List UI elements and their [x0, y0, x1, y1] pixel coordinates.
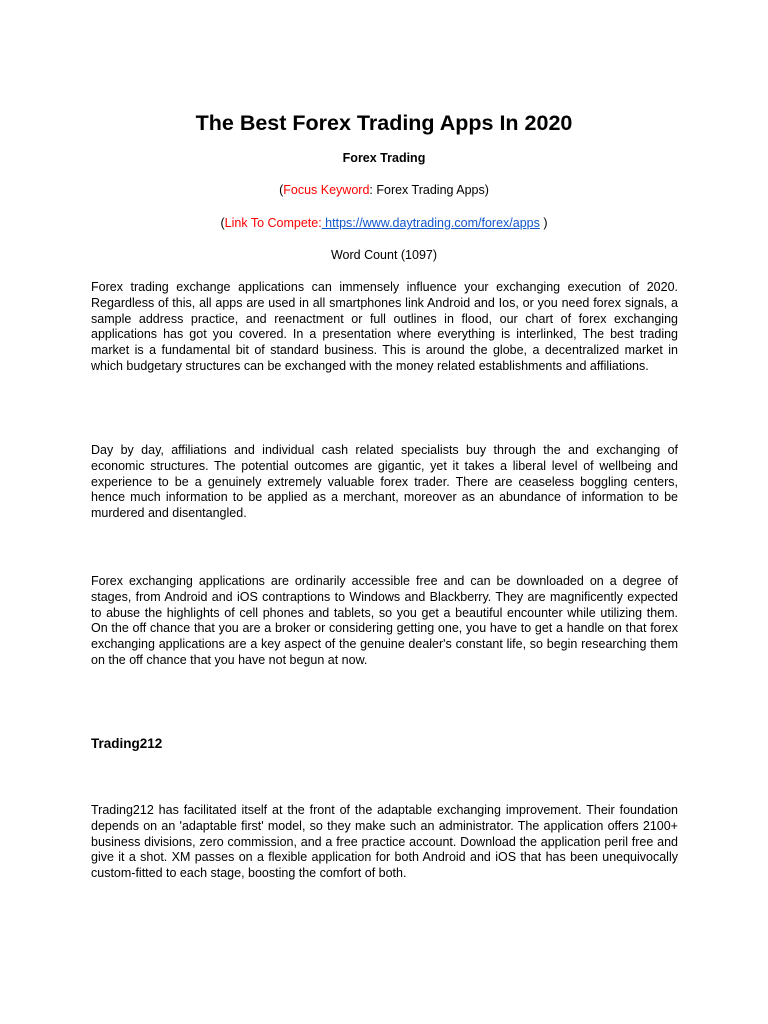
document-subtitle: Forex Trading: [342, 151, 426, 165]
paragraph-1: Forex trading exchange applications can immensely influence your exchanging execution of 2020. Regardless of this, all apps are used in all smartphones link Android and Ios, or you need forex signals, a sample address practice, and reenactment or full outlines in flood, our chart of forex exchanging applications has got you covered. In a presentation where everything is interlinked, The best trading market is a fundamental bit of standard business. This is around the globe, a decentralized market in which budgetary structures can be exchanged with the money related establishments and affiliations.: [91, 280, 678, 373]
focus-keyword-open: (: [279, 183, 284, 197]
link-to-compete-label: Link To Compete:: [224, 216, 322, 230]
paragraph-trading212: Trading212 has facilitated itself at the front of the adaptable exchanging improvement. Their foundation depends on an 'adaptable first' model, so they make such an administrator. The application offers 2100+ business divisions, zero commission, and a free practice account. Download the application peril free and give it a shot. XM passes on a flexible application for both Android and iOS that has been unequivocally custom-fitted to each stage, boosting the comfort of both.: [91, 803, 678, 880]
compete-url-link[interactable]: https://www.daytrading.com/forex/apps: [321, 216, 540, 230]
word-count: Word Count (1097): [330, 248, 438, 262]
focus-keyword-label: Focus Keyword: [283, 183, 370, 197]
paragraph-2: Day by day, affiliations and individual cash related specialists buy through the and exchanging of economic structures. The potential outcomes are gigantic, yet it takes a liberal level of wellbeing and experience to be a genuinely extremely valuable forex trader. There are ceaseless boggling centers, hence much information to be applied as a merchant, moreover as an abundance of information to be murdered and disentangled.: [91, 443, 678, 520]
link-to-compete-line: [0, 215, 768, 231]
section-heading-trading212: Trading212: [91, 736, 163, 751]
paragraph-3: Forex exchanging applications are ordinarily accessible free and can be downloaded on a degree of stages, from Android and iOS contraptions to Windows and Blackberry. They are magnificently expected to abuse the highlights of cell phones and tablets, so you get a beautiful encounter while utilizing them. On the off chance that you are a broker or considering getting one, you have to get a handle on that forex exchanging applications are a key aspect of the genuine dealer's constant life, so begin researching them on the off chance that you have not begun at now.: [91, 574, 678, 667]
link-to-compete-open: (: [220, 216, 225, 230]
link-to-compete-close: ): [539, 216, 548, 230]
focus-keyword-value: : Forex Trading Apps): [369, 183, 489, 197]
document-title: The Best Forex Trading Apps In 2020: [195, 111, 573, 135]
focus-keyword-line: [0, 182, 768, 198]
